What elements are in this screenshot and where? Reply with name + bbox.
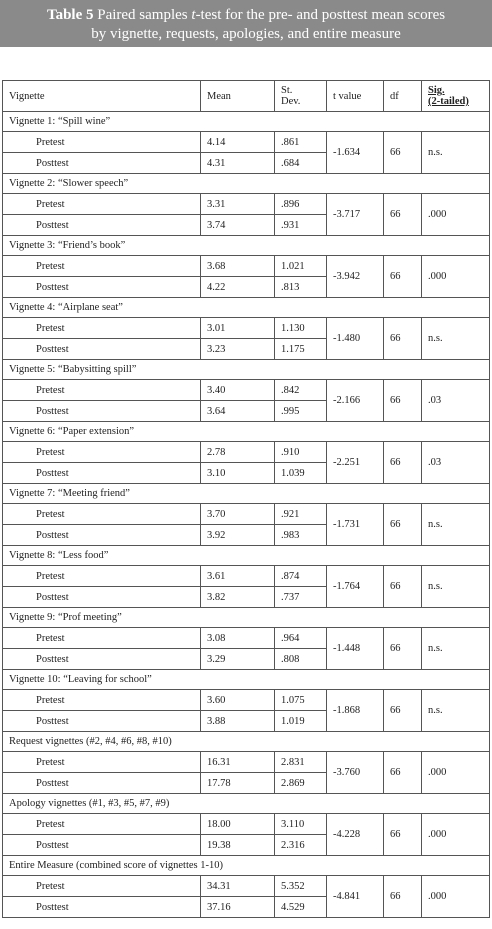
- pretest-label: Pretest: [3, 504, 201, 525]
- posttest-sd: .813: [275, 277, 327, 298]
- df-value: 66: [384, 690, 422, 732]
- caption-italic-t: t: [191, 7, 196, 23]
- table-body: [3, 81, 490, 918]
- t-value: -2.166: [327, 380, 384, 422]
- pretest-sd: .842: [275, 380, 327, 401]
- posttest-label: Posttest: [3, 339, 201, 360]
- pretest-mean: 3.70: [201, 504, 275, 525]
- posttest-label: Posttest: [3, 587, 201, 608]
- posttest-sd: 1.039: [275, 463, 327, 484]
- pretest-sd: .921: [275, 504, 327, 525]
- group-header-row: [3, 298, 490, 318]
- sig-value: .000: [422, 876, 490, 918]
- t-value: -1.868: [327, 690, 384, 732]
- pretest-sd: .964: [275, 628, 327, 649]
- df-value: 66: [384, 256, 422, 298]
- posttest-mean: 3.23: [201, 339, 275, 360]
- posttest-label: Posttest: [3, 463, 201, 484]
- group-header-row: [3, 360, 490, 380]
- posttest-label: Posttest: [3, 277, 201, 298]
- sig-value: n.s.: [422, 132, 490, 174]
- posttest-mean: 3.10: [201, 463, 275, 484]
- pretest-sd: .896: [275, 194, 327, 215]
- group-header-row: [3, 174, 490, 194]
- posttest-sd: .983: [275, 525, 327, 546]
- df-value: 66: [384, 442, 422, 484]
- pretest-mean: 3.40: [201, 380, 275, 401]
- pretest-mean: 2.78: [201, 442, 275, 463]
- posttest-label: Posttest: [3, 897, 201, 918]
- posttest-sd: .684: [275, 153, 327, 174]
- group-label: Vignette 2: “Slower speech”: [3, 174, 490, 194]
- group-header-row: [3, 422, 490, 442]
- t-value: -1.480: [327, 318, 384, 360]
- sig-value: .000: [422, 752, 490, 794]
- pretest-row: [3, 318, 490, 339]
- sig-value: n.s.: [422, 690, 490, 732]
- posttest-mean: 3.88: [201, 711, 275, 732]
- pretest-mean: 3.68: [201, 256, 275, 277]
- posttest-label: Posttest: [3, 835, 201, 856]
- pretest-label: Pretest: [3, 566, 201, 587]
- caption-label: Table 5: [46, 7, 94, 23]
- pretest-row: [3, 752, 490, 773]
- header-sd: [275, 81, 327, 112]
- posttest-sd: 2.869: [275, 773, 327, 794]
- posttest-mean: 37.16: [201, 897, 275, 918]
- pretest-mean: 18.00: [201, 814, 275, 835]
- pretest-sd: 3.110: [275, 814, 327, 835]
- posttest-mean: 3.92: [201, 525, 275, 546]
- posttest-label: Posttest: [3, 215, 201, 236]
- sig-value: .03: [422, 380, 490, 422]
- sig-value: .03: [422, 442, 490, 484]
- posttest-sd: .737: [275, 587, 327, 608]
- header-sig-line2: (2-tailed): [428, 96, 469, 107]
- group-label: Vignette 9: “Prof meeting”: [3, 608, 490, 628]
- sig-value: n.s.: [422, 504, 490, 546]
- sig-value: n.s.: [422, 628, 490, 670]
- t-value: -1.764: [327, 566, 384, 608]
- posttest-mean: 19.38: [201, 835, 275, 856]
- t-value: -1.448: [327, 628, 384, 670]
- posttest-label: Posttest: [3, 525, 201, 546]
- group-label: Vignette 8: “Less food”: [3, 546, 490, 566]
- pretest-mean: 3.08: [201, 628, 275, 649]
- pretest-mean: 34.31: [201, 876, 275, 897]
- pretest-mean: 3.60: [201, 690, 275, 711]
- posttest-mean: 17.78: [201, 773, 275, 794]
- t-value: -1.634: [327, 132, 384, 174]
- pretest-mean: 16.31: [201, 752, 275, 773]
- df-value: 66: [384, 132, 422, 174]
- group-label: Vignette 10: “Leaving for school”: [3, 670, 490, 690]
- pretest-row: [3, 380, 490, 401]
- caption-line-2: by vignette, requests, apologies, and entire measure: [91, 26, 401, 42]
- posttest-label: Posttest: [3, 153, 201, 174]
- header-sig-line1: Sig.: [428, 85, 445, 96]
- group-label: Vignette 4: “Airplane seat”: [3, 298, 490, 318]
- pretest-label: Pretest: [3, 318, 201, 339]
- group-header-row: [3, 732, 490, 752]
- t-value: -4.228: [327, 814, 384, 856]
- df-value: 66: [384, 876, 422, 918]
- header-mean: Mean: [201, 81, 275, 112]
- df-value: 66: [384, 628, 422, 670]
- group-header-row: [3, 794, 490, 814]
- pretest-label: Pretest: [3, 380, 201, 401]
- t-value: -3.717: [327, 194, 384, 236]
- pretest-row: [3, 256, 490, 277]
- posttest-label: Posttest: [3, 649, 201, 670]
- posttest-label: Posttest: [3, 711, 201, 732]
- pretest-sd: .874: [275, 566, 327, 587]
- pretest-label: Pretest: [3, 256, 201, 277]
- t-value: -3.760: [327, 752, 384, 794]
- pretest-sd: 1.130: [275, 318, 327, 339]
- posttest-label: Posttest: [3, 773, 201, 794]
- df-value: 66: [384, 752, 422, 794]
- group-label: Vignette 1: “Spill wine”: [3, 112, 490, 132]
- group-label: Vignette 5: “Babysitting spill”: [3, 360, 490, 380]
- group-header-row: [3, 670, 490, 690]
- pretest-label: Pretest: [3, 132, 201, 153]
- caption-line-1: [0, 6, 492, 25]
- posttest-mean: 4.22: [201, 277, 275, 298]
- header-t: t value: [327, 81, 384, 112]
- pretest-sd: 5.352: [275, 876, 327, 897]
- pretest-row: [3, 132, 490, 153]
- sig-value: n.s.: [422, 318, 490, 360]
- posttest-sd: 4.529: [275, 897, 327, 918]
- posttest-sd: 1.175: [275, 339, 327, 360]
- pretest-row: [3, 504, 490, 525]
- pretest-sd: 1.021: [275, 256, 327, 277]
- group-header-row: [3, 236, 490, 256]
- df-value: 66: [384, 566, 422, 608]
- pretest-sd: .910: [275, 442, 327, 463]
- group-label: Vignette 6: “Paper extension”: [3, 422, 490, 442]
- table-caption: [0, 0, 492, 47]
- sig-value: .000: [422, 194, 490, 236]
- header-sig: [422, 81, 490, 112]
- group-header-row: [3, 112, 490, 132]
- pretest-label: Pretest: [3, 876, 201, 897]
- posttest-sd: .931: [275, 215, 327, 236]
- caption-text-a: Paired samples: [97, 7, 192, 23]
- pretest-mean: 3.61: [201, 566, 275, 587]
- pretest-mean: 3.01: [201, 318, 275, 339]
- posttest-mean: 3.82: [201, 587, 275, 608]
- sig-value: n.s.: [422, 566, 490, 608]
- df-value: 66: [384, 318, 422, 360]
- posttest-label: Posttest: [3, 401, 201, 422]
- group-label: Vignette 7: “Meeting friend”: [3, 484, 490, 504]
- pretest-label: Pretest: [3, 814, 201, 835]
- pretest-row: [3, 690, 490, 711]
- t-value: -3.942: [327, 256, 384, 298]
- results-table: [2, 80, 490, 918]
- header-df: df: [384, 81, 422, 112]
- pretest-label: Pretest: [3, 442, 201, 463]
- pretest-sd: 1.075: [275, 690, 327, 711]
- posttest-sd: 1.019: [275, 711, 327, 732]
- sig-value: .000: [422, 814, 490, 856]
- t-value: -2.251: [327, 442, 384, 484]
- caption-text-b: -test for the pre- and posttest mean scores: [195, 7, 446, 23]
- pretest-label: Pretest: [3, 690, 201, 711]
- pretest-mean: 4.14: [201, 132, 275, 153]
- group-header-row: [3, 484, 490, 504]
- df-value: 66: [384, 504, 422, 546]
- pretest-row: [3, 814, 490, 835]
- posttest-mean: 3.29: [201, 649, 275, 670]
- pretest-row: [3, 442, 490, 463]
- posttest-mean: 3.64: [201, 401, 275, 422]
- posttest-sd: .808: [275, 649, 327, 670]
- header-sd-line1: St.: [281, 85, 293, 96]
- df-value: 66: [384, 814, 422, 856]
- pretest-mean: 3.31: [201, 194, 275, 215]
- pretest-label: Pretest: [3, 194, 201, 215]
- pretest-sd: .861: [275, 132, 327, 153]
- df-value: 66: [384, 194, 422, 236]
- header-vignette: Vignette: [3, 81, 201, 112]
- posttest-mean: 4.31: [201, 153, 275, 174]
- group-header-row: [3, 856, 490, 876]
- pretest-label: Pretest: [3, 752, 201, 773]
- group-label: Vignette 3: “Friend’s book”: [3, 236, 490, 256]
- header-sd-line2: Dev.: [281, 96, 301, 107]
- posttest-sd: 2.316: [275, 835, 327, 856]
- pretest-row: [3, 628, 490, 649]
- group-label: Request vignettes (#2, #4, #6, #8, #10): [3, 732, 490, 752]
- pretest-row: [3, 566, 490, 587]
- header-row: [3, 81, 490, 112]
- group-label: Apology vignettes (#1, #3, #5, #7, #9): [3, 794, 490, 814]
- df-value: 66: [384, 380, 422, 422]
- pretest-row: [3, 194, 490, 215]
- sig-value: .000: [422, 256, 490, 298]
- group-header-row: [3, 608, 490, 628]
- group-label: Entire Measure (combined score of vignettes 1-10): [3, 856, 490, 876]
- pretest-label: Pretest: [3, 628, 201, 649]
- group-header-row: [3, 546, 490, 566]
- posttest-mean: 3.74: [201, 215, 275, 236]
- t-value: -1.731: [327, 504, 384, 546]
- pretest-row: [3, 876, 490, 897]
- t-value: -4.841: [327, 876, 384, 918]
- pretest-sd: 2.831: [275, 752, 327, 773]
- posttest-sd: .995: [275, 401, 327, 422]
